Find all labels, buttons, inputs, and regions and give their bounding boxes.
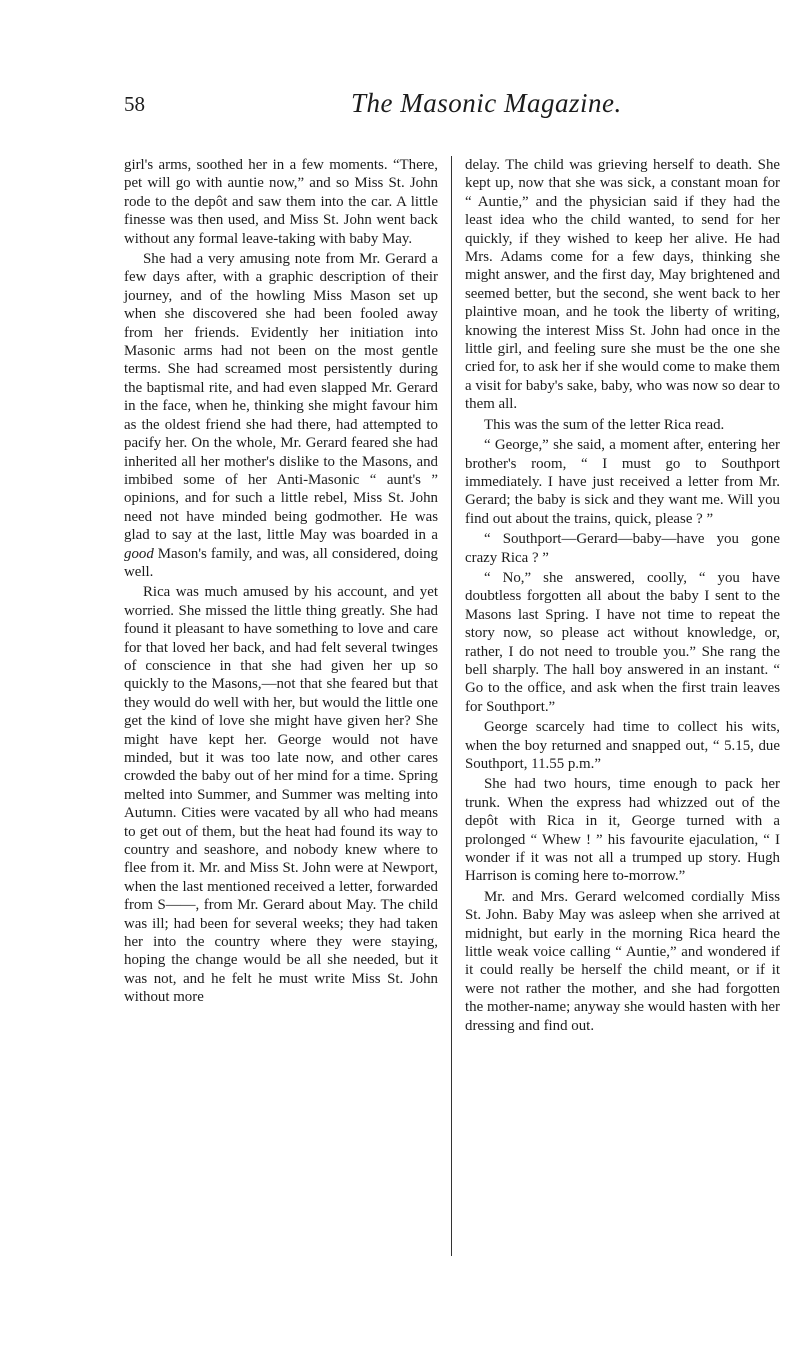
- journal-title: The Masonic Magazine.: [351, 88, 622, 118]
- paragraph: “ George,” she said, a moment after, entering her brother's room, “ I must go to Southport immediately. I have just received a letter from Mr. Gerard; the baby is sick and they want me. Will you find out about the trains, quick, please ? ”: [465, 437, 780, 527]
- emphasized-word: good: [124, 545, 154, 562]
- paragraph: George scarcely had time to collect his wits, when the boy returned and snapped out, “ 5.15, due Southport, 11.55 p.m.”: [465, 719, 780, 772]
- paragraph: delay. The child was grieving herself to death. She kept up, now that she was sick, a constant moan for “ Auntie,” and the physician said if they had the least idea who the child wanted, to send for her quickly, if they wished to keep her alive. He had Mrs. Adams come for a few days, thinking she might answer, and the first day, May brightened and seemed better, but the second, she went back to her plaintive moan, and he took the liberty of writing, knowing the interest Miss St. John had once in the little girl, and feeling sure she must be the one she cried for, to ask her if she would come to make them a visit for baby's sake, baby, who was now so dear to them all.: [465, 157, 780, 413]
- paragraph-text: She had a very amusing note from Mr. Gerard a few days after, with a graphic description of their journey, and of the howling Miss Mason set up when she discovered she had been fooled away from her friends. Evidently her initiation into Masonic arms had not been on the most gentle terms. She had screamed most persistently during the baptismal rite, and had even slapped Mr. Gerard in the face, when he, thinking she might favour him as the oldest friend she had there, had attempted to pacify her. On the whole, Mr. Gerard feared she had inherited all her mother's dislike to the Masons, and imbibed some of her Anti-Masonic “ aunt's ” opinions, and for such a little rebel, Miss St. John need not have minded being godmother. He was glad to say at the last, little May was boarded in a: [124, 251, 438, 544]
- left-column: [124, 156, 438, 1007]
- running-head: [124, 88, 774, 128]
- paragraph: Mr. and Mrs. Gerard welcomed cordially Miss St. John. Baby May was asleep when she arrived at midnight, but early in the morning Rica heard the little weak voice calling “ Auntie,” and wondered if it could really be herself the child meant, or if it were not rather the mother, and she had forgotten the mother-name; anyway she would hasten with her dressing and find out.: [465, 888, 780, 1034]
- paragraph: Rica was much amused by his account, and yet worried. She missed the little thing greatly. She had found it pleasant to have something to love and care for that loved her back, and had felt several twinges of conscience in that she had given her up so quickly to the Masons,—not that she feared but that they would do well with her, but would the little one get the kind of love she might have given her? She might have kept her. George would not have minded, but it was too late now, and other cares crowded the baby out of her mind for a time. Spring melted into Summer, and Summer was melting into Autumn. Cities were vacated by all who had means to get out of them, but the heat had found its way to country and seashore, and nobody knew where to flee from it. Mr. and Miss St. John were at Newport, when the last mentioned received a letter, forwarded from S——, from Mr. Gerard about May. The child was ill; had been for several weeks; they had taken her into the country where they were staying, hoping the change would be all she needed, but it was not, and he felt he must write Miss St. John without more: [124, 584, 438, 1006]
- paragraph: girl's arms, soothed her in a few moments. “There, pet will go with auntie now,” and so Miss St. John rode to the depôt and saw them into the car. A little finesse was then used, and Miss St. John went back without any formal leave-taking with baby May.: [124, 157, 438, 247]
- paragraph: “ No,” she answered, coolly, “ you have doubtless forgotten all about the baby I sent to the Masons last Spring. I have not time to repeat the story now, so please act without knowledge, or, rather, I do not need to trouble you.” She rang the bell sharply. The hall boy answered in an instant. “ Go to the office, and ask when the first train leaves for Southport.”: [465, 569, 780, 715]
- paragraph: [124, 250, 438, 581]
- paragraph-text-tail: Mason's family, and was, all considered, doing well.: [124, 545, 438, 580]
- paragraph: She had two hours, time enough to pack her trunk. When the express had whizzed out of the depôt with Rica in it, George turned with a prolonged “ Whew ! ” his favourite ejaculation, “ I wonder if it was not all a trumped up story. Hugh Harrison is coming here to-morrow.”: [465, 776, 780, 885]
- paragraph: This was the sum of the letter Rica read.: [484, 416, 725, 433]
- page-number: 58: [124, 92, 145, 116]
- paragraph: “ Southport—Gerard—baby—have you gone crazy Rica ? ”: [465, 531, 780, 566]
- right-column: [465, 156, 780, 1035]
- column-divider: [451, 156, 452, 1256]
